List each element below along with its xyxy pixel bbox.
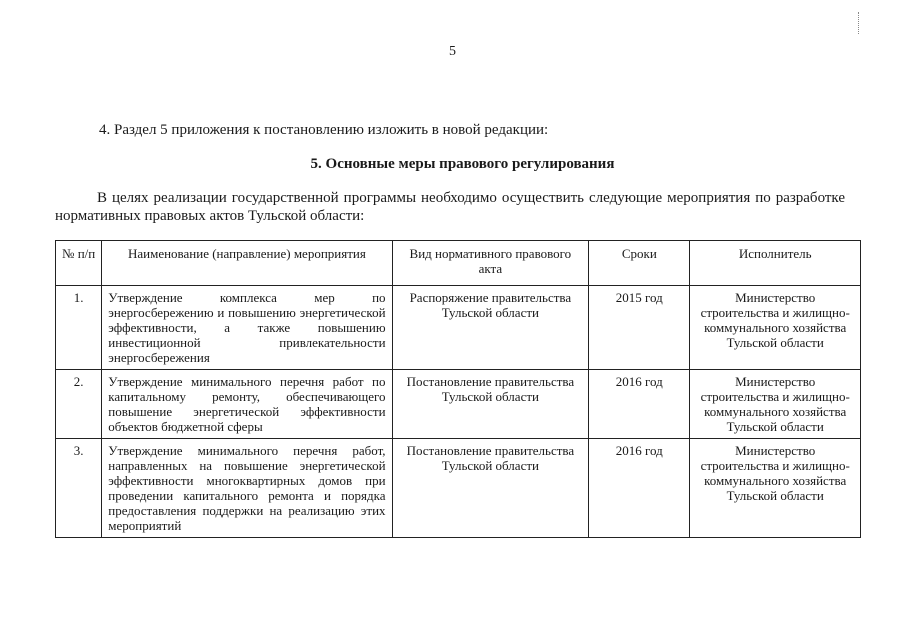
header-no: № п/п xyxy=(56,241,102,286)
scan-mark xyxy=(858,12,863,34)
cell-executor: Министерство строительства и жилищно-коммунального хозяйства Тульской области xyxy=(690,286,861,370)
cell-act-type: Постановление правительства Тульской области xyxy=(392,439,589,538)
cell-act-type: Распоряжение правительства Тульской области xyxy=(392,286,589,370)
cell-name: Утверждение минимального перечня работ по капитальному ремонту, обеспечивающего повышение энергетической эффективности объектов бюджетной сферы xyxy=(102,370,392,439)
cell-term: 2016 год xyxy=(589,370,690,439)
measures-table xyxy=(55,240,861,538)
cell-no: 1. xyxy=(56,286,102,370)
section-title: 5. Основные меры правового регулирования xyxy=(310,156,615,172)
cell-executor: Министерство строительства и жилищно-коммунального хозяйства Тульской области xyxy=(690,439,861,538)
cell-term: 2016 год xyxy=(589,439,690,538)
header-term: Сроки xyxy=(589,241,690,286)
cell-no: 2. xyxy=(56,370,102,439)
table-row xyxy=(56,439,861,538)
cell-name: Утверждение минимального перечня работ, направленных на повышение энергетической эффективности многоквартирных домов при проведении капитального ремонта и порядка предоставления поддержки на реализацию этих мероприятий xyxy=(102,439,392,538)
page-number: 5 xyxy=(449,44,456,59)
table-row xyxy=(56,370,861,439)
header-executor: Исполнитель xyxy=(690,241,861,286)
cell-act-type: Постановление правительства Тульской области xyxy=(392,370,589,439)
cell-executor: Министерство строительства и жилищно-коммунального хозяйства Тульской области xyxy=(690,370,861,439)
header-act-type: Вид нормативного правового акта xyxy=(392,241,589,286)
table-header-row xyxy=(56,241,861,286)
cell-no: 3. xyxy=(56,439,102,538)
cell-term: 2015 год xyxy=(589,286,690,370)
cell-name: Утверждение комплекса мер по энергосбережению и повышению энергетической эффективности, а также повышению инвестиционной привлекательности энергосбережения xyxy=(102,286,392,370)
intro-paragraph: В целях реализации государственной программы необходимо осуществить следующие мероприятия по разработке нормативных правовых актов Тульской области: xyxy=(55,190,845,224)
header-name: Наименование (направление) мероприятия xyxy=(102,241,392,286)
amendment-paragraph: 4. Раздел 5 приложения к постановлению изложить в новой редакции: xyxy=(99,122,549,138)
table-row xyxy=(56,286,861,370)
